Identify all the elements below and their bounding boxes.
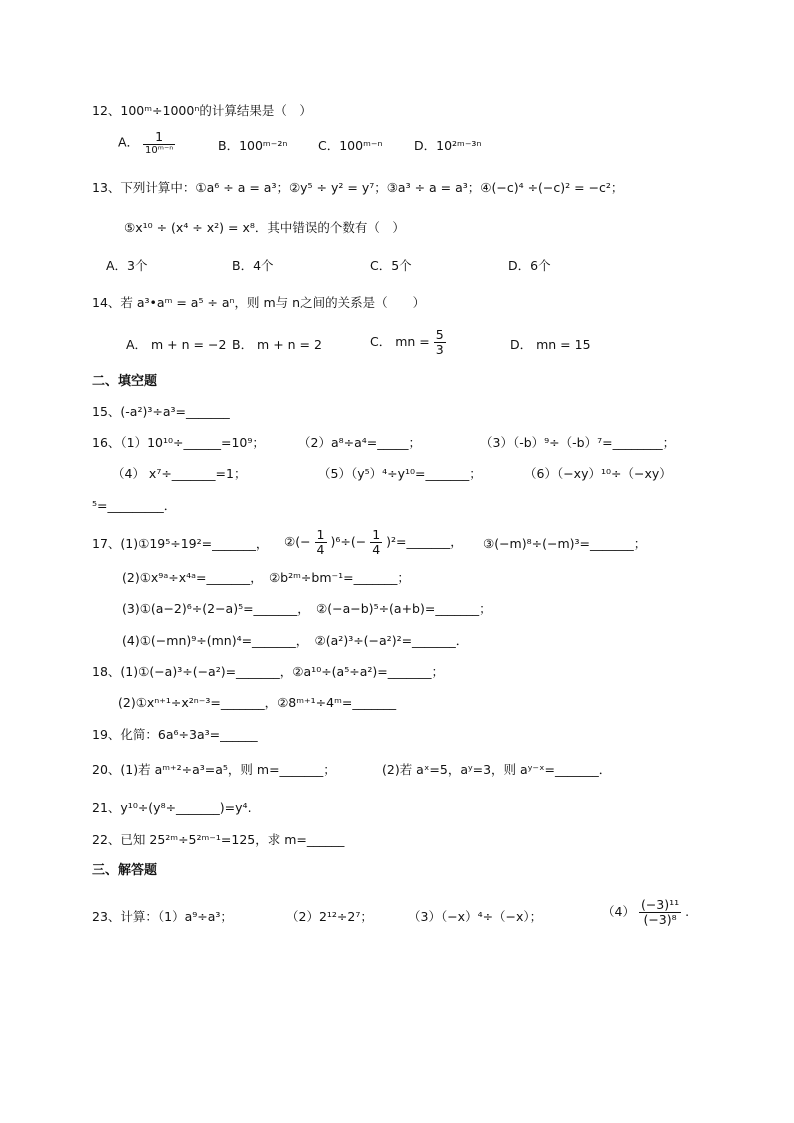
q17-part-2-close: )²=_______， (386, 534, 463, 549)
q17-part-2-open: ②(− (284, 534, 311, 549)
q13-option-d: D．6个 (508, 258, 551, 273)
q13-option-b: B．4个 (232, 258, 274, 273)
q15: 15、(-a²)³÷a³=_______ (92, 404, 230, 419)
q12-option-a-numerator: 1 (143, 130, 175, 145)
q23 (92, 898, 712, 938)
q13-line-1: 13、下列计算中：①a⁶ ÷ a = a³；②y⁵ ÷ y² = y⁷；③a³ ÷ a = a³；④(−c)⁴ ÷(−c)² = −c²； (92, 180, 624, 195)
q17-fraction-2-numerator: 1 (372, 527, 381, 542)
q12-option-c: C．100ᵐ⁻ⁿ (318, 138, 383, 153)
q23-part-4-denominator: (−3)⁸ (643, 911, 677, 927)
q12-option-b: B．100ᵐ⁻²ⁿ (218, 138, 288, 153)
q14-option-c-label: C． mn = (370, 334, 430, 349)
q20-part-1: 20、(1)若 aᵐ⁺²÷a³=a⁵，则 m=_______； (92, 762, 336, 777)
q21: 21、y¹⁰÷(y⁸÷_______)=y⁴. (92, 800, 252, 815)
q12-option-a-label: A． (118, 134, 140, 150)
q13-options (106, 258, 551, 273)
q16-line-3: ⁵=_________． (92, 498, 177, 513)
q17-part-2-middle: )⁶÷(− (330, 534, 367, 549)
q23-part-4-fraction (639, 898, 681, 927)
q12-stem: 12、100ᵐ÷1000ⁿ的计算结果是（ ） (92, 103, 312, 118)
q17-line-3: (3)①(a−2)⁶÷(2−a)⁵=_______， ②(−a−b)⁵÷(a+b)=_______； (122, 601, 492, 616)
section-fill-in: 二、填空题 (92, 374, 158, 389)
q17-fraction-2 (370, 528, 382, 557)
q17-line-1-part-1: 17、(1)①19⁵÷19²=_______， (92, 536, 269, 551)
q19: 19、化简：6a⁶÷3a³=______ (92, 727, 258, 742)
q23-part-4-end: . (685, 904, 690, 919)
q23-part-1: 23、计算：（1）a⁹÷a³； (92, 909, 233, 924)
q23-part-2: （2）2¹²÷2⁷； (286, 909, 373, 924)
q20-part-2: (2)若 aˣ=5，aʸ=3，则 aʸ⁻ˣ=_______． (382, 762, 612, 777)
q16-line-2-part-3: （6）（−xy）¹⁰÷（−xy） (524, 466, 672, 481)
q17-fraction-1-denominator: 4 (316, 541, 325, 557)
q17-line-4: (4)①(−mn)⁹÷(mn)⁴=_______， ②(a²)³÷(−a²)²=_______． (122, 633, 469, 648)
q16-line-1-part-1: 16、（1）10¹⁰÷______=10⁹； (92, 435, 265, 450)
q14-option-b: B． m + n = 2 (232, 337, 322, 352)
q22: 22、已知 25²ᵐ÷5²ᵐ⁻¹=125，求 m=______ (92, 832, 345, 847)
q18-line-2: (2)①xⁿ⁺¹÷x²ⁿ⁻³=_______，②8ᵐ⁺¹÷4ᵐ=_______ (118, 695, 397, 710)
q16-line-2-part-1: （4） x⁷÷_______=1； (112, 466, 247, 481)
q14-option-c-denominator: 3 (435, 341, 444, 357)
q14-stem: 14、若 a³•aᵐ = a⁵ ÷ aⁿ，则 m与 n之间的关系是（ ） (92, 295, 426, 310)
q17-line-2: (2)①x⁹ᵃ÷x⁴ᵃ=_______， ②b²ᵐ÷bm⁻¹=_______； (122, 570, 410, 585)
q17-fraction-2-denominator: 4 (372, 541, 381, 557)
q14-option-d: D． mn = 15 (510, 337, 591, 352)
q23-part-4-numerator: (−3)¹¹ (640, 897, 680, 912)
q17-fraction-1-numerator: 1 (316, 527, 325, 542)
q16-line-2-part-2: （5）（y⁵）⁴÷y¹⁰=_______； (318, 466, 482, 481)
q14-option-c (370, 328, 446, 357)
q23-part-4 (602, 898, 689, 927)
q23-part-3: （3）（−x）⁴÷（−x）； (408, 909, 543, 924)
q17-line-1-part-2 (284, 528, 463, 557)
q14-option-c-numerator: 5 (435, 327, 444, 342)
q13-option-a: A．3个 (106, 258, 148, 273)
q16-line-1-part-2: （2）a⁸÷a⁴=_____； (298, 435, 421, 450)
q12-option-d: D．10²ᵐ⁻³ⁿ (414, 138, 482, 153)
q18-line-1: 18、(1)①(−a)³÷(−a²)=_______，②a¹⁰÷(a⁵÷a²)=_______； (92, 664, 444, 679)
q13-line-2: ⑤x¹⁰ ÷ (x⁴ ÷ x²) = x⁸．其中错误的个数有（ ） (124, 220, 405, 235)
q12-options (118, 129, 482, 162)
q13-option-c: C．5个 (370, 258, 412, 273)
q14-option-c-fraction (434, 328, 446, 357)
q23-part-4-label: （4） (602, 904, 635, 919)
q16-line-1-part-3: （3）（-b）⁹÷（-b）⁷=________； (480, 435, 676, 450)
q12-option-a-fraction (143, 130, 175, 156)
q17-line-1-part-3: ③(−m)⁸÷(−m)³=_______； (483, 536, 647, 551)
section-solve: 三、解答题 (92, 863, 158, 878)
q12-option-a-denominator: 10ᵐ⁻ⁿ (145, 144, 174, 156)
q14-option-a: A． m + n = −2 (126, 337, 227, 352)
q17-fraction-1 (315, 528, 327, 557)
